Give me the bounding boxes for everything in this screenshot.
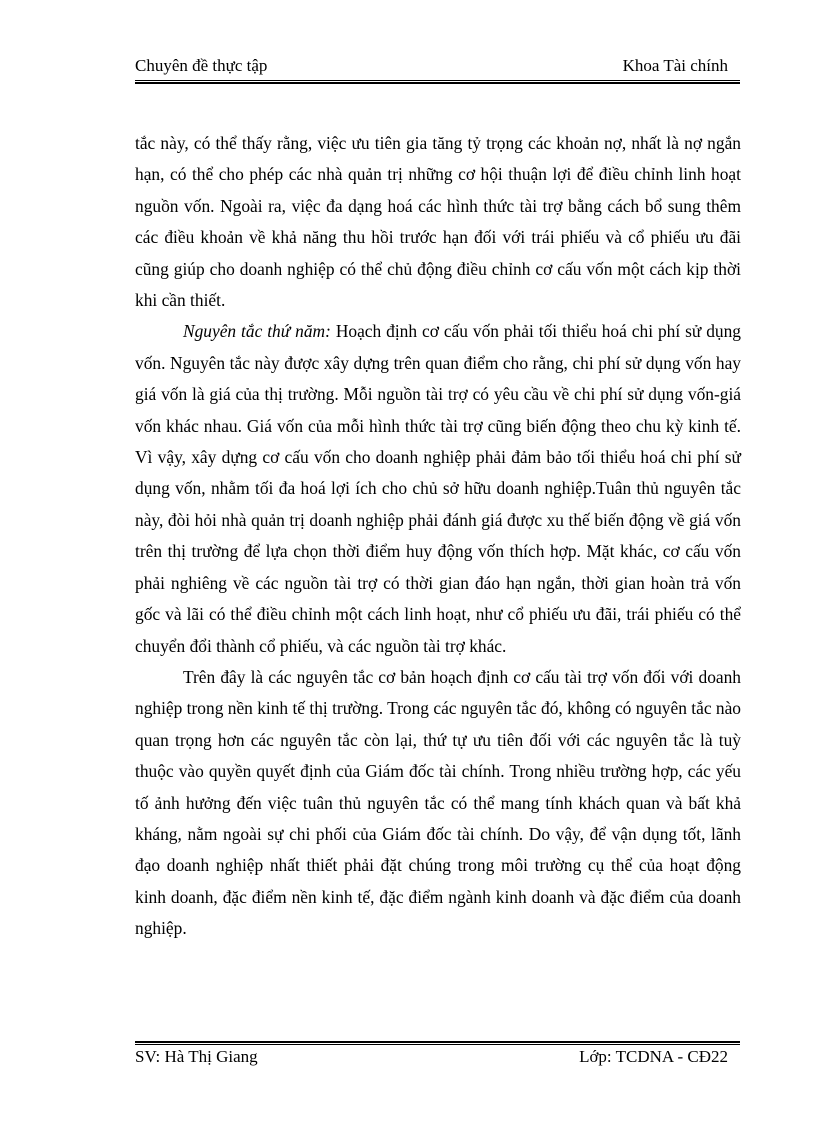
footer-divider: [135, 1041, 740, 1045]
document-body: [135, 128, 741, 945]
principle-five-text: Hoạch định cơ cấu vốn phải tối thiểu hoá chi phí sử dụng vốn. Nguyên tắc này được xây dựng trên quan điểm cho rằng, chi phí sử dụng vốn hay giá vốn là giá của thị trường. Mỗi nguồn tài trợ có yêu cầu về chi phí sử dụng vốn-giá vốn khác nhau. Giá vốn của mỗi hình thức tài trợ cũng biến động theo chu kỳ kinh tế. Vì vậy, xây dựng cơ cấu vốn cho doanh nghiệp phải đảm bảo tối thiểu hoá chi phí sử dụng vốn, nhằm tối đa hoá lợi ích cho chủ sở hữu doanh nghiệp.Tuân thủ nguyên tắc này, đòi hỏi nhà quản trị doanh nghiệp phải đánh giá được xu thế biến động về giá vốn trên thị trường để lựa chọn thời điểm huy động vốn thích hợp. Mặt khác, cơ cấu vốn phải nghiêng về các nguồn tài trợ có thời gian đáo hạn ngắn, thời gian hoàn trả vốn gốc và lãi có thể điều chỉnh một cách linh hoạt, như cổ phiếu ưu đãi, trái phiếu có thể chuyển đổi thành cổ phiếu, và các nguồn tài trợ khác.: [135, 321, 741, 656]
header-department: Khoa Tài chính: [622, 56, 728, 75]
paragraph-principle-five: [135, 316, 741, 661]
paragraph-continuation: tắc này, có thể thấy rằng, việc ưu tiên gia tăng tỷ trọng các khoản nợ, nhất là nợ ngắn hạn, có thể cho phép các nhà quản trị những cơ hội thuận lợi để điều chỉnh linh hoạt nguồn vốn. Ngoài ra, việc đa dạng hoá các hình thức tài trợ bằng cách bổ sung thêm các điều khoản về khả năng thu hồi trước hạn đối với trái phiếu và cổ phiếu ưu đãi cũng giúp cho doanh nghiệp có thể chủ động điều chỉnh cơ cấu vốn một cách kịp thời khi cần thiết.: [135, 133, 741, 311]
header-divider: [135, 80, 740, 84]
header-title: Chuyên đề thực tập: [135, 56, 268, 75]
footer-class: Lớp: TCDNA - CĐ22: [579, 1047, 728, 1066]
paragraph-summary: Trên đây là các nguyên tắc cơ bản hoạch định cơ cấu tài trợ vốn đối với doanh nghiệp trong nền kinh tế thị trường. Trong các nguyên tắc đó, không có nguyên tắc nào quan trọng hơn các nguyên tắc còn lại, thứ tự ưu tiên đối với các nguyên tắc là tuỳ thuộc vào quyền quyết định của Giám đốc tài chính. Trong nhiều trường hợp, các yếu tố ảnh hưởng đến việc tuân thủ nguyên tắc có thể mang tính khách quan và bất khả kháng, nằm ngoài sự chi phối của Giám đốc tài chính. Do vậy, để vận dụng tốt, lãnh đạo doanh nghiệp nhất thiết phải đặt chúng trong môi trường cụ thể của hoạt động kinh doanh, đặc điểm nền kinh tế, đặc điểm ngành kinh doanh và đặc điểm của doanh nghiệp.: [135, 666, 741, 939]
page-header: [135, 56, 740, 78]
page-footer: [135, 1047, 740, 1069]
principle-five-heading: Nguyên tắc thứ năm:: [183, 321, 331, 342]
footer-student-name: SV: Hà Thị Giang: [135, 1047, 258, 1066]
